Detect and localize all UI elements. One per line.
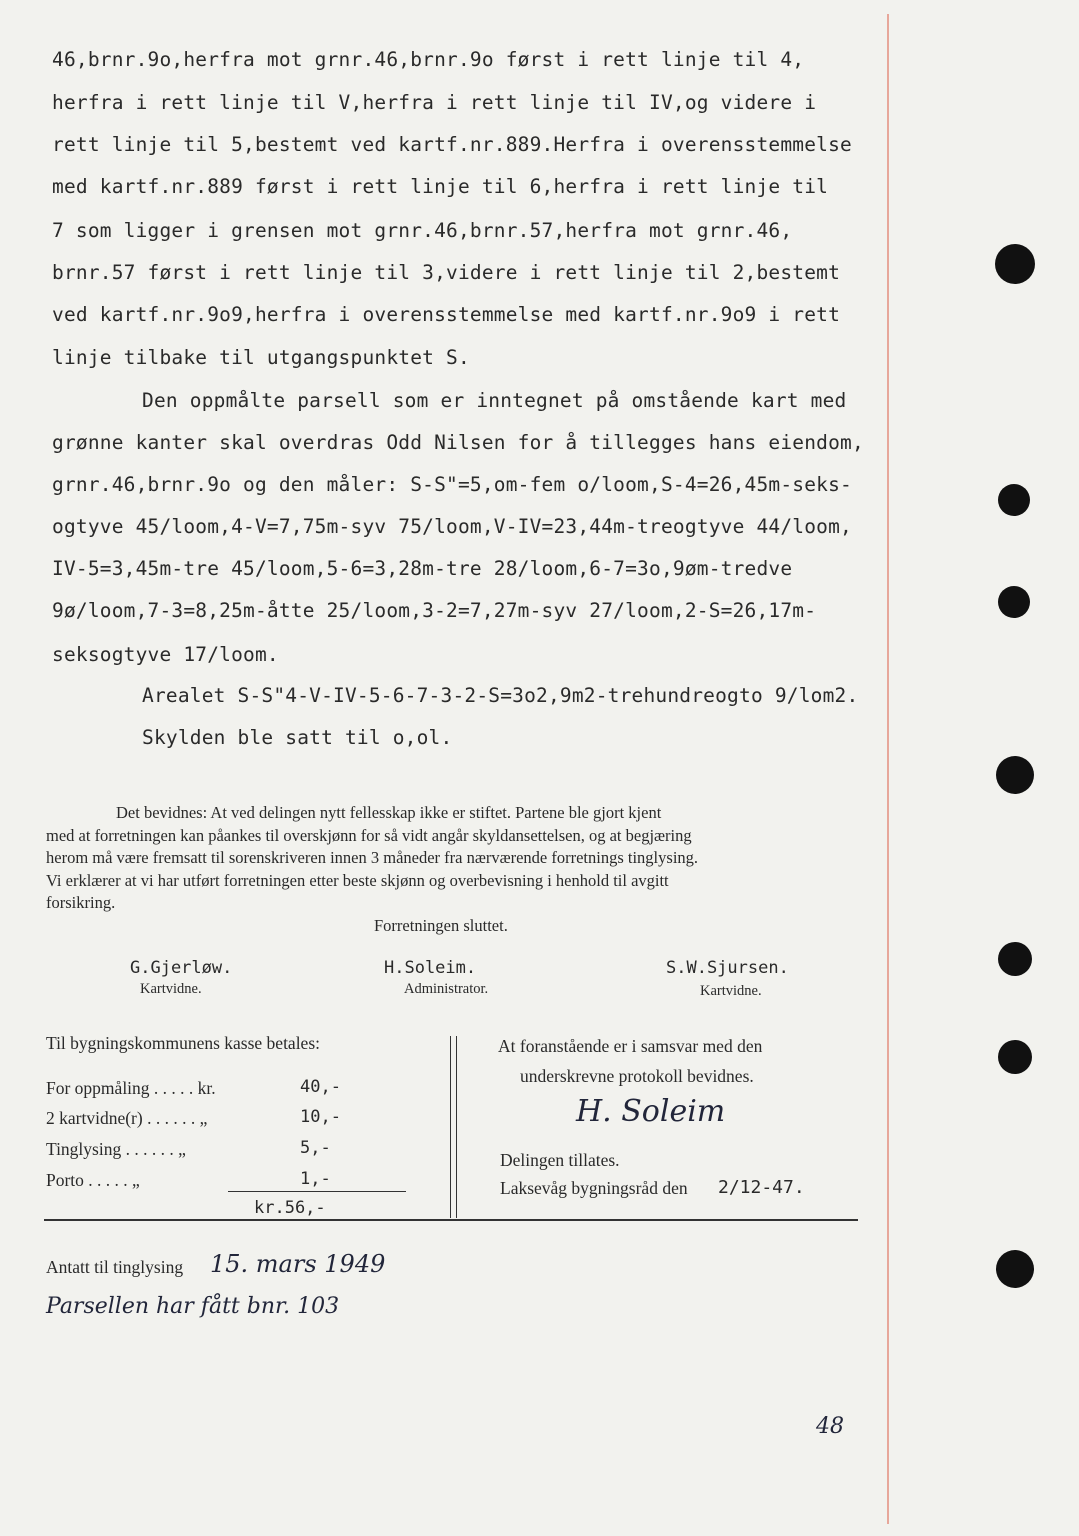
margin-line (887, 14, 889, 1524)
typed-line: seksogtyve 17/loom. (52, 643, 279, 666)
signature-name: G.Gjerløw. (130, 958, 233, 978)
declaration-line: Det bevidnes: At ved delingen nytt fellesskap ikke er stiftet. Partene ble gjort kjent (116, 803, 662, 822)
page-number: 48 (816, 1414, 844, 1439)
signature-title: Kartvidne. (140, 981, 202, 997)
fees-heading: Til bygningskommunens kasse betales: (46, 1033, 321, 1053)
signature-title: Administrator. (404, 981, 489, 997)
typed-line: 9ø/loom,7-3=8,25m-åtte 25/loom,3-2=7,27m-syv 27/loom,2-S=26,17m- (52, 599, 817, 622)
punch-hole (998, 484, 1030, 516)
punch-hole (996, 1250, 1034, 1288)
typed-line: herfra i rett linje til V,herfra i rett linje til IV,og videre i (52, 91, 817, 114)
typed-line: brnr.57 først i rett linje til 3,videre i rett linje til 2,bestemt (52, 261, 841, 284)
handwritten-signature: H. Soleim (576, 1094, 726, 1129)
typed-line: IV-5=3,45m-tre 45/loom,5-6=3,28m-tre 28/loom,6-7=3o,9øm-tredve (52, 557, 793, 580)
registration-note: Parsellen har fått bnr. 103 (46, 1294, 340, 1319)
punch-hole (998, 942, 1032, 976)
registration-date: 15. mars 1949 (210, 1250, 386, 1278)
typed-line: 46,brnr.9o,herfra mot grnr.46,brnr.9o først i rett linje til 4, (52, 48, 805, 71)
fee-label: Porto . . . . . „ (46, 1170, 140, 1190)
punch-hole (996, 756, 1034, 794)
concluded-text: Forretningen sluttet. (374, 916, 508, 935)
section-rule (44, 1219, 858, 1221)
registration-label: Antatt til tinglysing (46, 1257, 184, 1277)
fee-total: kr.56,- (254, 1198, 326, 1218)
typed-line: grønne kanter skal overdras Odd Nilsen for å tillegges hans eiendom, (52, 431, 864, 454)
column-divider (450, 1036, 451, 1218)
signature-title: Kartvidne. (700, 983, 762, 999)
typed-line: 7 som ligger i grensen mot grnr.46,brnr.57,herfra mot grnr.46, (52, 219, 793, 242)
column-divider (456, 1036, 457, 1218)
typed-line: linje tilbake til utgangspunktet S. (52, 346, 470, 369)
punch-hole (998, 586, 1030, 618)
certification-text: At foranstående er i samsvar med den (498, 1036, 763, 1056)
typed-line: Skylden ble satt til o,ol. (142, 726, 453, 749)
fee-label: For oppmåling . . . . . kr. (46, 1078, 216, 1098)
declaration-line: Vi erklærer at vi har utført forretningen etter beste skjønn og overbevisning i henhold til avgitt (46, 871, 669, 890)
signature-name: S.W.Sjursen. (666, 958, 789, 978)
declaration-line: forsikring. (46, 893, 116, 912)
punch-hole (995, 244, 1035, 284)
certification-text: underskrevne protokoll bevidnes. (520, 1066, 754, 1086)
declaration-line: herom må være fremsatt til sorenskriveren innen 3 måneder fra nærværende forretnings tinglysing. (46, 848, 699, 867)
fee-label: Tinglysing . . . . . . „ (46, 1139, 186, 1159)
typed-line: Den oppmålte parsell som er inntegnet på omstående kart med (142, 389, 847, 412)
fee-label: 2 kartvidne(r) . . . . . . „ (46, 1108, 208, 1128)
typed-line: ogtyve 45/loom,4-V=7,75m-syv 75/loom,V-IV=23,44m-treogtyve 44/loom, (52, 515, 852, 538)
typed-line: grnr.46,brnr.9o og den måler: S-S"=5,om-fem o/loom,S-4=26,45m-seks- (52, 473, 852, 496)
fee-value: 10,- (300, 1107, 341, 1127)
typed-line: Arealet S-S"4-V-IV-5-6-7-3-2-S=3o2,9m2-trehundreogto 9/lom2. (142, 684, 859, 707)
fee-sum-line (228, 1191, 406, 1192)
signature-name: H.Soleim. (384, 958, 477, 978)
council-date: 2/12-47. (718, 1177, 805, 1198)
typed-line: rett linje til 5,bestemt ved kartf.nr.889.Herfra i overensstemmelse (52, 133, 852, 156)
declaration-line: med at forretningen kan påankes til overskjønn for så vidt angår skyldansettelsen, og at begjæring (46, 826, 692, 845)
typed-line: med kartf.nr.889 først i rett linje til 6,herfra i rett linje til (52, 175, 829, 198)
punch-hole (998, 1040, 1032, 1074)
permit-text: Delingen tillates. (500, 1150, 620, 1170)
typed-line: ved kartf.nr.9o9,herfra i overensstemmelse med kartf.nr.9o9 i rett (52, 303, 841, 326)
fee-value: 40,- (300, 1077, 341, 1097)
council-text: Laksevåg bygningsråd den (500, 1178, 688, 1198)
fee-value: 5,- (300, 1138, 331, 1158)
fee-value: 1,- (300, 1169, 331, 1189)
